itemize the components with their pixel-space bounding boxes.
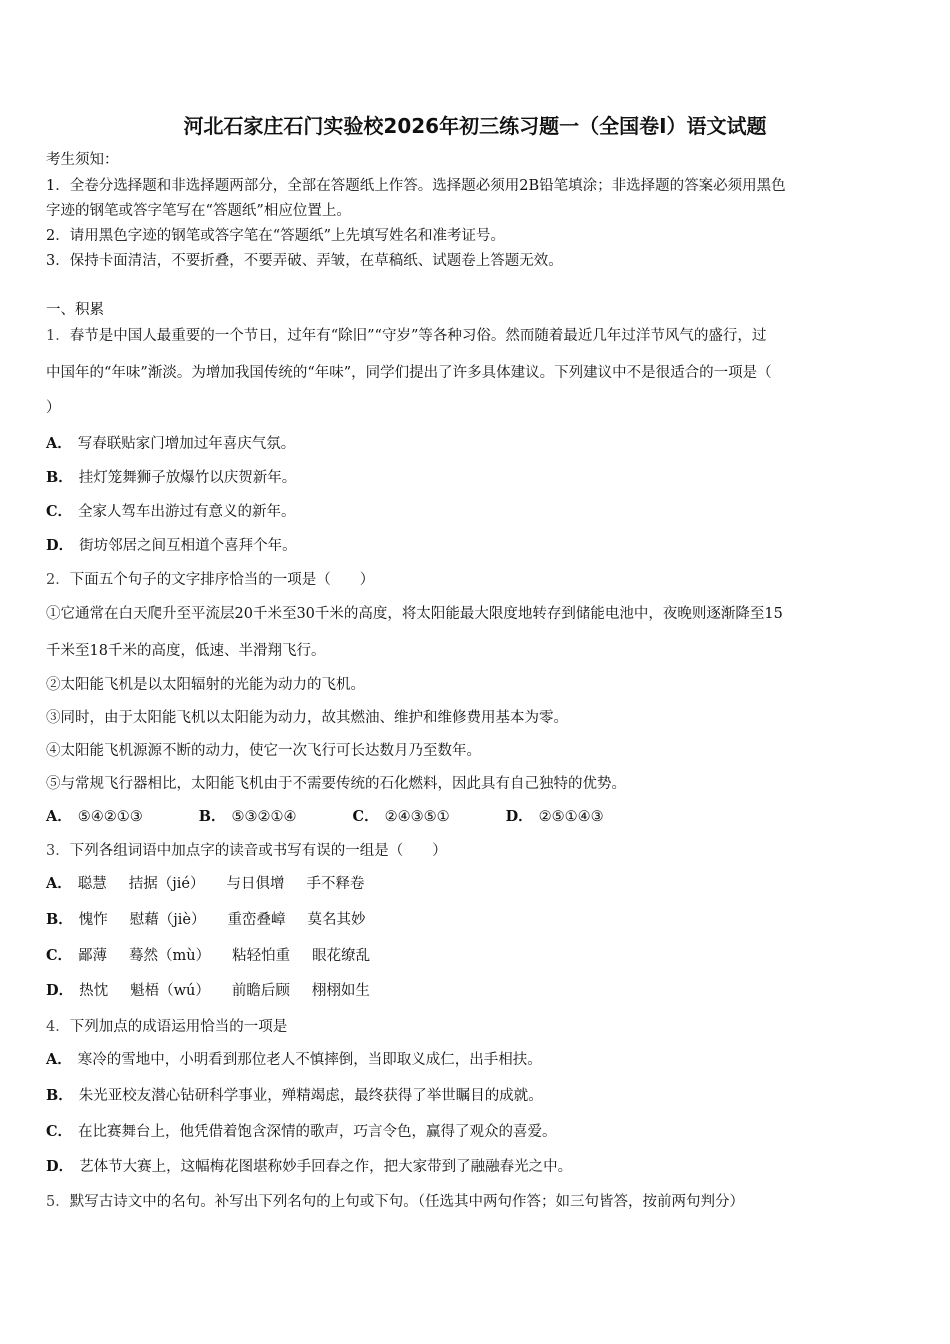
option-label: C． (46, 503, 73, 520)
q1-stem-line-1 (46, 326, 910, 346)
word: 重峦叠嶂 (227, 912, 286, 928)
q1-stem-a: 春节是中国人最重要的一个节日，过年有“除旧”“守岁”等各种习俗。然而随着最近几年过洋节风气的盛行，过 (69, 328, 767, 344)
option-text: ⑤③②①④ (231, 809, 297, 825)
q4-option-b (46, 1086, 910, 1106)
q2-number: 2． (46, 572, 70, 588)
option-label: C． (46, 947, 73, 964)
option-label: A． (46, 435, 72, 452)
q1-option-a (46, 434, 910, 454)
notice-line-1b: 字迹的钢笔或答字笔写在“答题纸”相应位置上。 (46, 203, 351, 219)
word: 鄙薄 (78, 948, 108, 964)
q4-option-a (46, 1050, 910, 1070)
q3-option-d (46, 981, 910, 1001)
word: 聪慧 (77, 876, 107, 892)
notice-heading: 考生须知： (46, 152, 119, 168)
page-title: 河北石家庄石门实验校2026年初三练习题一（全国卷Ⅰ）语文试题 (183, 114, 767, 138)
q3-stem (46, 841, 910, 861)
q2-sentence-4: ④太阳能飞机源源不断的动力，使它一次飞行可长达数月乃至数年。 (46, 743, 481, 759)
q4-stem-text: 下列加点的成语运用恰当的一项是 (69, 1019, 288, 1035)
option-label: B． (46, 469, 73, 486)
q2-sentence-5: ⑤与常规飞行器相比，太阳能飞机由于不需要传统的石化燃料，因此具有自己独特的优势。 (46, 776, 626, 792)
q2-sentence-1a: ①它通常在白天爬升至平流层20千米至30千米的高度，将太阳能最大限度地转存到储能电池中，夜晚则逐渐降至15 (46, 606, 783, 622)
notice-line-1a: 1．全卷分选择题和非选择题两部分，全部在答题纸上作答。选择题必须用2B铅笔填涂；非选择题的答案必须用黑色 (46, 178, 786, 194)
word: 热忱 (79, 983, 109, 999)
word: 手不释卷 (306, 876, 365, 892)
option-text: 街坊邻居之间互相道个喜拜个年。 (79, 538, 297, 554)
option-label: A． (46, 875, 72, 892)
option-label: A． (46, 1051, 72, 1068)
word: 蓦然（mù） (129, 948, 211, 964)
q4-stem (46, 1017, 910, 1037)
q4-option-c (46, 1122, 910, 1142)
q1-stem-line-3: ） (46, 400, 61, 416)
q1-option-c (46, 502, 910, 522)
option-text: 写春联贴家门增加过年喜庆气氛。 (77, 436, 296, 452)
word: 粘轻怕重 (232, 948, 291, 964)
q2-stem-text: 下面五个句子的文字排序恰当的一项是（ ） (69, 572, 375, 588)
option-text: ②⑤①④③ (538, 809, 604, 825)
q4-option-d (46, 1157, 910, 1177)
option-text: ⑤④②①③ (77, 809, 143, 825)
q2-sentence-3: ③同时，由于太阳能飞机以太阳能为动力，故其燃油、维护和维修费用基本为零。 (46, 710, 568, 726)
word: 栩栩如生 (311, 983, 370, 999)
q3-option-a (46, 874, 910, 894)
word: 前瞻后顾 (231, 983, 290, 999)
q2-sentence-2: ②太阳能飞机是以太阳辐射的光能为动力的飞机。 (46, 677, 365, 693)
option-text: 朱光亚校友潜心钻研科学事业，殚精竭虑，最终获得了举世瞩目的成就。 (78, 1088, 543, 1104)
q3-option-b (46, 910, 910, 930)
option-label: C． (352, 808, 379, 825)
option-text: 全家人驾车出游过有意义的新年。 (78, 504, 296, 520)
option-text: ②④③⑤① (384, 809, 450, 825)
q1-number: 1． (46, 328, 70, 344)
option-label: D． (46, 982, 74, 999)
q1-option-d (46, 536, 910, 556)
option-label: B． (198, 808, 226, 825)
word: 与日俱增 (226, 876, 285, 892)
q5-stem-text: 默写古诗文中的名句。补写出下列名句的上句或下句。（任选其中两句作答；如三句皆答，按前两句判分） (69, 1194, 744, 1210)
word: 莫名其妙 (307, 912, 366, 928)
option-label: D． (46, 537, 74, 554)
option-label: A． (46, 808, 72, 825)
option-label: D． (46, 1158, 74, 1175)
q2-sentence-1b: 千米至18千米的高度，低速、半滑翔飞行。 (46, 643, 326, 659)
q5-number: 5． (46, 1194, 70, 1210)
option-text: 在比赛舞台上，他凭借着饱含深情的歌声，巧言令色，赢得了观众的喜爱。 (78, 1124, 557, 1140)
section-heading: 一、积累 (46, 302, 104, 318)
q3-number: 3． (46, 843, 70, 859)
q2-options (46, 807, 910, 827)
q1-option-b (46, 468, 910, 488)
option-label: D． (505, 808, 533, 825)
option-text: 艺体节大赛上，这幅梅花图堪称妙手回春之作，把大家带到了融融春光之中。 (79, 1159, 573, 1175)
option-label: B． (46, 911, 73, 928)
word: 愧怍 (78, 912, 108, 928)
q4-number: 4． (46, 1019, 70, 1035)
word: 慰藉（jiè） (129, 912, 206, 928)
option-label: C． (46, 1123, 73, 1140)
option-text: 挂灯笼舞狮子放爆竹以庆贺新年。 (78, 470, 297, 486)
word: 拮据（jié） (128, 876, 205, 892)
q5-stem (46, 1192, 910, 1212)
q3-option-c (46, 946, 910, 966)
notice-line-2: 2．请用黑色字迹的钢笔或答字笔在“答题纸”上先填写姓名和准考证号。 (46, 228, 506, 244)
notice-line-3: 3．保持卡面清洁，不要折叠，不要弄破、弄皱，在草稿纸、试题卷上答题无效。 (46, 253, 563, 269)
q2-stem (46, 570, 910, 590)
word: 魁梧（wú） (130, 983, 210, 999)
q1-stem-line-2: 中国年的“年味”渐淡。为增加我国传统的“年味”，同学们提出了许多具体建议。下列建议中不是很适合的一项是（ (46, 365, 772, 381)
option-label: B． (46, 1087, 73, 1104)
q3-stem-text: 下列各组词语中加点字的读音或书写有误的一组是（ ） (69, 843, 447, 859)
word: 眼花缭乱 (312, 948, 371, 964)
option-text: 寒冷的雪地中，小明看到那位老人不慎摔倒，当即取义成仁，出手相扶。 (77, 1052, 542, 1068)
